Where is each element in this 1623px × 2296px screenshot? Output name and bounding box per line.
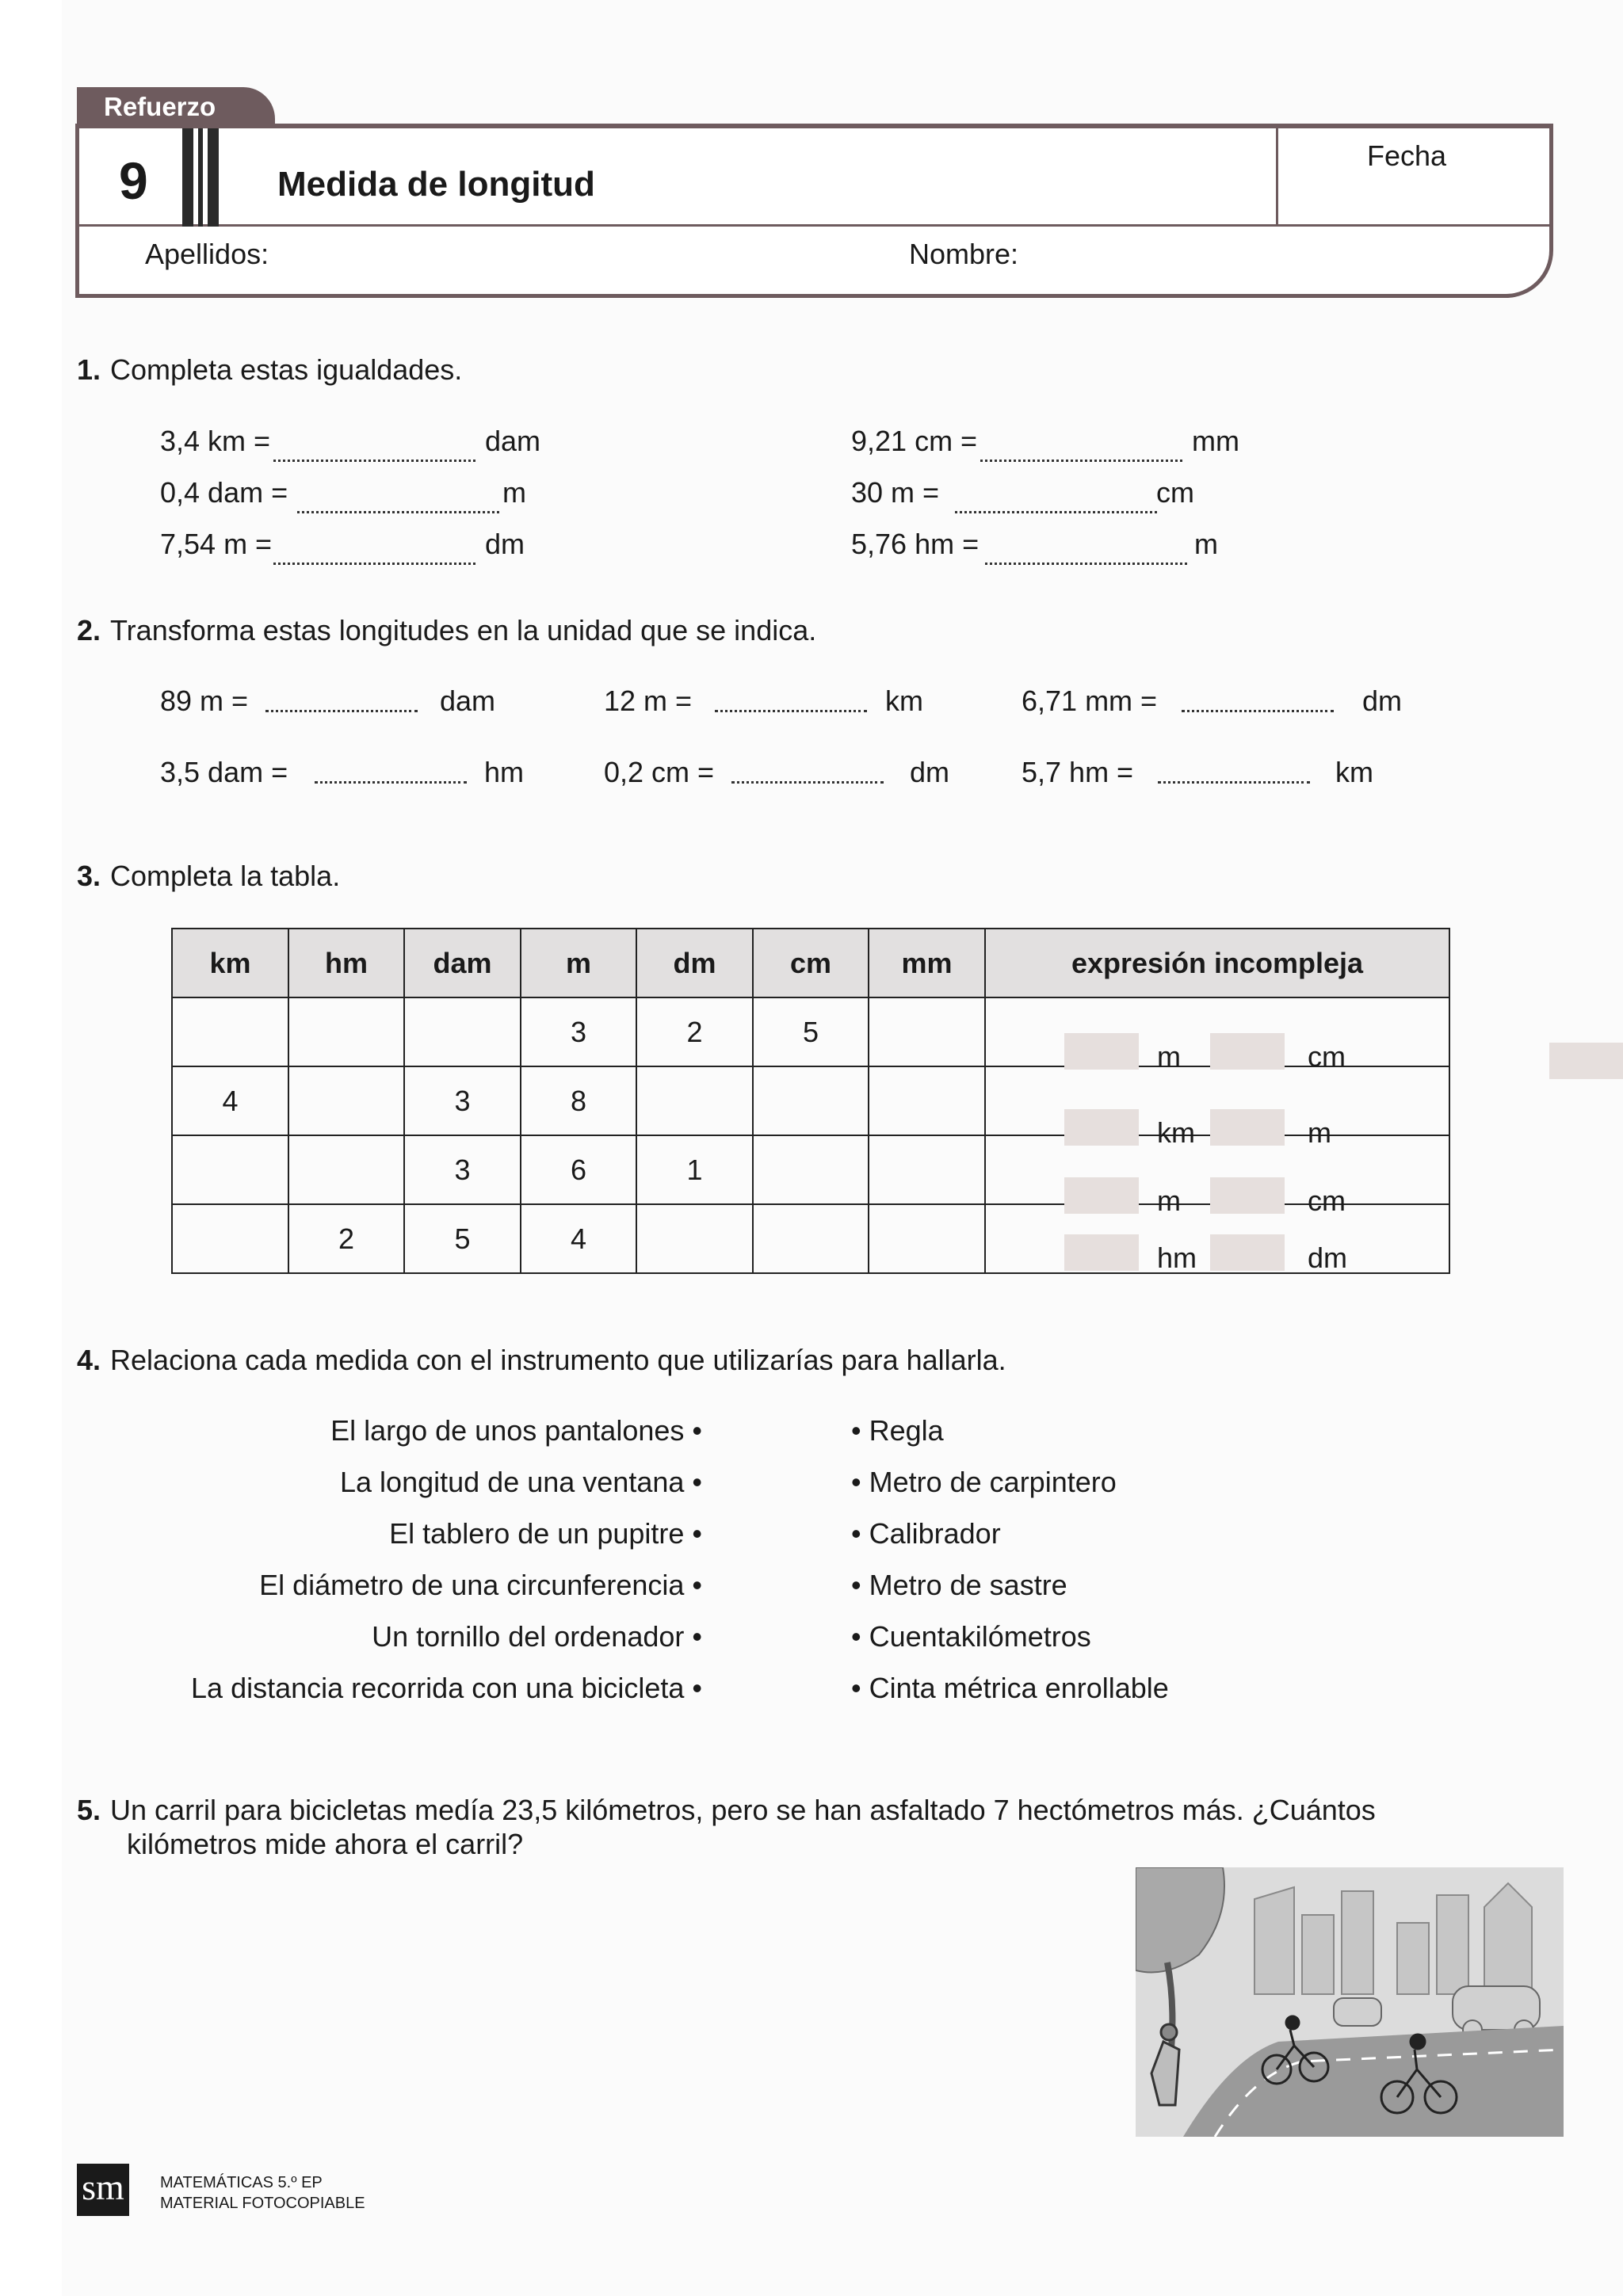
q1-right-unit-1: cm bbox=[1156, 476, 1194, 509]
footer-text bbox=[160, 2172, 365, 2214]
header-top bbox=[79, 128, 1549, 227]
col-header: expresión incompleja bbox=[985, 929, 1449, 997]
table-cell[interactable] bbox=[288, 997, 404, 1066]
measure-item[interactable]: El largo de unos pantalones • bbox=[330, 1414, 702, 1447]
q2-expr: 6,71 mm = bbox=[1022, 685, 1158, 717]
measure-item[interactable]: Un tornillo del ordenador • bbox=[372, 1620, 702, 1653]
expr-blank[interactable] bbox=[1064, 1109, 1139, 1146]
table-cell: 3 bbox=[521, 997, 636, 1066]
q2-expr: 5,7 hm = bbox=[1022, 756, 1134, 788]
header-box bbox=[75, 124, 1553, 298]
expr-blank[interactable] bbox=[1210, 1234, 1285, 1271]
instrument-item[interactable]: • Regla bbox=[851, 1414, 944, 1447]
table-cell: 4 bbox=[521, 1204, 636, 1273]
q5-text-line1: Un carril para bicicletas medía 23,5 kilómetros, pero se han asfaltado 7 hectómetros más. ¿Cuántos bbox=[110, 1794, 1376, 1826]
q1-right-expr-1: 30 m = bbox=[851, 476, 940, 509]
table-cell: 2 bbox=[636, 997, 753, 1066]
table-header-row bbox=[172, 929, 1449, 997]
expr-blank[interactable] bbox=[1064, 1234, 1139, 1271]
bike-lane-drawing bbox=[1136, 1867, 1564, 2137]
instrument-item[interactable]: • Cinta métrica enrollable bbox=[851, 1672, 1169, 1704]
fecha-box[interactable] bbox=[1276, 128, 1549, 227]
table-cell: 8 bbox=[521, 1066, 636, 1135]
table-cell[interactable] bbox=[172, 1135, 288, 1204]
q1-left-expr-1: 0,4 dam = bbox=[160, 476, 288, 509]
measure-item[interactable]: El tablero de un pupitre • bbox=[389, 1517, 702, 1550]
table-cell[interactable] bbox=[869, 1066, 985, 1135]
q1-text: Completa estas igualdades. bbox=[110, 353, 463, 386]
q2-unit: dam bbox=[440, 685, 496, 717]
expr-unit: cm bbox=[1308, 1184, 1346, 1217]
q2-unit: dm bbox=[910, 756, 950, 788]
table-cell[interactable] bbox=[869, 997, 985, 1066]
tab-label: Refuerzo bbox=[104, 92, 216, 121]
table-cell[interactable] bbox=[869, 1204, 985, 1273]
q2-answer-blank[interactable] bbox=[1182, 710, 1334, 712]
col-header: dam bbox=[404, 929, 521, 997]
q2-expr: 12 m = bbox=[604, 685, 693, 717]
expr-unit: m bbox=[1308, 1116, 1331, 1149]
expr-unit: hm bbox=[1157, 1241, 1197, 1274]
q2-answer-blank[interactable] bbox=[265, 710, 418, 712]
instrument-item[interactable]: • Metro de carpintero bbox=[851, 1466, 1117, 1498]
footer-line1: MATEMÁTICAS 5.º EP bbox=[160, 2174, 323, 2191]
q3-prompt bbox=[77, 860, 340, 893]
table-cell[interactable] bbox=[288, 1135, 404, 1204]
decorative-bars bbox=[182, 128, 227, 227]
q2-expr: 3,5 dam = bbox=[160, 756, 288, 788]
expr-blank[interactable] bbox=[1064, 1033, 1139, 1070]
q1-left-unit-2: dm bbox=[485, 528, 525, 560]
q2-unit: dm bbox=[1362, 685, 1403, 717]
q1-left-unit-1: m bbox=[502, 476, 526, 509]
expr-blank[interactable] bbox=[1210, 1109, 1285, 1146]
table-cell[interactable] bbox=[753, 1066, 869, 1135]
q1-answer-blank[interactable] bbox=[955, 511, 1157, 513]
q5-number: 5. bbox=[77, 1794, 101, 1826]
q2-expr: 0,2 cm = bbox=[604, 756, 715, 788]
expr-unit: km bbox=[1157, 1116, 1195, 1149]
unit-number: 9 bbox=[119, 151, 148, 210]
q5-text-line2: kilómetros mide ahora el carril? bbox=[127, 1828, 524, 1860]
refuerzo-tab bbox=[77, 87, 275, 125]
table-cell[interactable] bbox=[404, 997, 521, 1066]
nombre-label: Nombre: bbox=[909, 238, 1019, 270]
table-cell[interactable] bbox=[172, 1204, 288, 1273]
col-header: hm bbox=[288, 929, 404, 997]
q1-answer-blank[interactable] bbox=[985, 563, 1187, 565]
q1-prompt bbox=[77, 353, 462, 387]
expr-blank[interactable] bbox=[1210, 1177, 1285, 1214]
q3-number: 3. bbox=[77, 860, 101, 892]
table-cell: 2 bbox=[288, 1204, 404, 1273]
q1-right-unit-0: mm bbox=[1192, 425, 1239, 457]
table-cell[interactable] bbox=[753, 1204, 869, 1273]
col-header: cm bbox=[753, 929, 869, 997]
expr-blank[interactable] bbox=[1064, 1177, 1139, 1214]
table-cell: 6 bbox=[521, 1135, 636, 1204]
q2-unit: km bbox=[1335, 756, 1373, 788]
q4-prompt bbox=[77, 1344, 1006, 1377]
col-header: dm bbox=[636, 929, 753, 997]
bike-lane-illustration bbox=[1136, 1867, 1564, 2137]
q1-answer-blank[interactable] bbox=[980, 460, 1182, 462]
q1-right-unit-2: m bbox=[1194, 528, 1218, 560]
q2-answer-blank[interactable] bbox=[731, 781, 884, 784]
expr-unit: dm bbox=[1308, 1241, 1348, 1274]
q1-answer-blank[interactable] bbox=[297, 511, 499, 513]
table-cell: 1 bbox=[636, 1135, 753, 1204]
page-title: Medida de longitud bbox=[277, 165, 595, 204]
q2-unit: km bbox=[885, 685, 923, 717]
table-cell[interactable] bbox=[753, 1135, 869, 1204]
measure-item[interactable]: La longitud de una ventana • bbox=[340, 1466, 702, 1498]
table-cell: 3 bbox=[404, 1135, 521, 1204]
expr-unit: cm bbox=[1308, 1040, 1346, 1073]
q1-right-expr-0: 9,21 cm = bbox=[851, 425, 978, 457]
q2-expr: 89 m = bbox=[160, 685, 249, 717]
q3-text: Completa la tabla. bbox=[110, 860, 341, 892]
instrument-item[interactable]: • Cuentakilómetros bbox=[851, 1620, 1091, 1653]
q5-prompt bbox=[77, 1794, 1376, 1827]
measure-item[interactable]: La distancia recorrida con una bicicleta • bbox=[191, 1672, 702, 1704]
table-cell[interactable] bbox=[636, 1066, 753, 1135]
q4-number: 4. bbox=[77, 1344, 101, 1376]
q1-number: 1. bbox=[77, 353, 101, 386]
q2-number: 2. bbox=[77, 614, 101, 646]
units-table bbox=[171, 928, 1450, 1274]
q2-prompt bbox=[77, 614, 816, 647]
expr-blank[interactable] bbox=[1210, 1033, 1285, 1070]
col-header: km bbox=[172, 929, 288, 997]
col-header: m bbox=[521, 929, 636, 997]
q4-text: Relaciona cada medida con el instrumento que utilizarías para hallarla. bbox=[110, 1344, 1006, 1376]
q1-answer-blank[interactable] bbox=[273, 563, 475, 565]
fecha-label: Fecha bbox=[1367, 139, 1447, 172]
expr-unit: m bbox=[1157, 1184, 1181, 1217]
q2-answer-blank[interactable] bbox=[315, 781, 467, 784]
q1-left-unit-0: dam bbox=[485, 425, 541, 457]
expr-unit: m bbox=[1157, 1040, 1181, 1073]
footer-line2: MATERIAL FOTOCOPIABLE bbox=[160, 2195, 365, 2212]
table-cell[interactable] bbox=[869, 1135, 985, 1204]
q1-left-expr-2: 7,54 m = bbox=[160, 528, 273, 560]
sm-logo: sm bbox=[77, 2164, 129, 2216]
side-marker bbox=[1549, 1043, 1623, 1079]
q1-right-expr-2: 5,76 hm = bbox=[851, 528, 980, 560]
col-header: mm bbox=[869, 929, 985, 997]
q2-answer-blank[interactable] bbox=[1158, 781, 1310, 784]
table-cell: 4 bbox=[172, 1066, 288, 1135]
measure-item[interactable]: El diámetro de una circunferencia • bbox=[259, 1569, 702, 1601]
table-cell: 3 bbox=[404, 1066, 521, 1135]
instrument-item[interactable]: • Calibrador bbox=[851, 1517, 1001, 1550]
table-cell[interactable] bbox=[172, 997, 288, 1066]
q2-text: Transforma estas longitudes en la unidad que se indica. bbox=[110, 614, 817, 646]
q1-answer-blank[interactable] bbox=[273, 460, 475, 462]
q2-unit: hm bbox=[484, 756, 525, 788]
q2-answer-blank[interactable] bbox=[715, 710, 867, 712]
table-cell: 5 bbox=[753, 997, 869, 1066]
apellidos-label: Apellidos: bbox=[145, 238, 269, 270]
table-cell: 5 bbox=[404, 1204, 521, 1273]
q1-left-expr-0: 3,4 km = bbox=[160, 425, 271, 457]
instrument-item[interactable]: • Metro de sastre bbox=[851, 1569, 1067, 1601]
table-cell[interactable] bbox=[636, 1204, 753, 1273]
table-cell[interactable] bbox=[288, 1066, 404, 1135]
